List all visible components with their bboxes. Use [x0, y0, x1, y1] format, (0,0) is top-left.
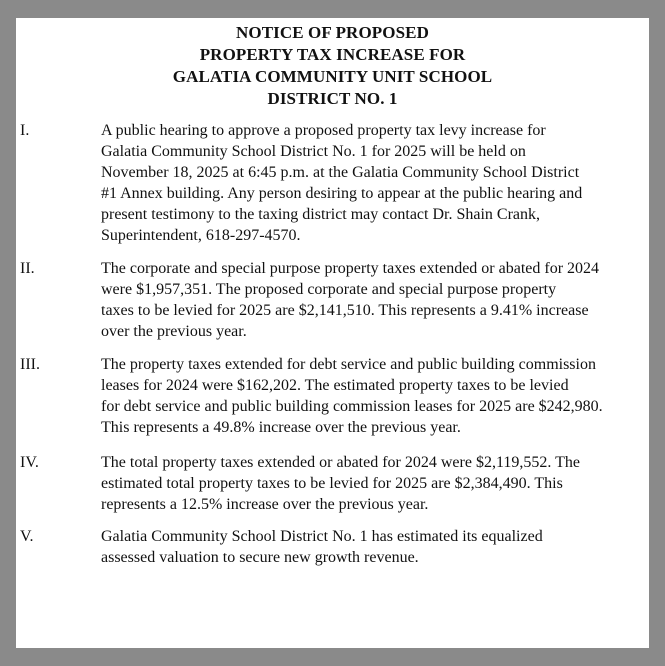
- section-numeral: V.: [20, 528, 34, 545]
- title-line: DISTRICT NO. 1: [267, 89, 398, 108]
- text-line: A public hearing to approve a proposed property tax levy increase for: [101, 122, 546, 139]
- title-line: GALATIA COMMUNITY UNIT SCHOOL: [172, 67, 493, 86]
- text-line: assessed valuation to secure new growth revenue.: [101, 549, 419, 566]
- text-line: for debt service and public building commission leases for 2025 are $242,980.: [101, 398, 603, 415]
- text-line: taxes to be levied for 2025 are $2,141,510. This represents a 9.41% increase: [101, 302, 589, 319]
- text-line: estimated total property taxes to be levied for 2025 are $2,384,490. This: [101, 475, 563, 492]
- notice-page: [16, 18, 649, 648]
- text-line: leases for 2024 were $162,202. The estimated property taxes to be levied: [101, 377, 569, 394]
- title-line: PROPERTY TAX INCREASE FOR: [199, 45, 466, 64]
- text-line: #1 Annex building. Any person desiring to appear at the public hearing and: [101, 185, 583, 202]
- text-line: present testimony to the taxing district may contact Dr. Shain Crank,: [101, 206, 541, 223]
- section-text: [101, 354, 649, 438]
- section-text: [101, 258, 649, 342]
- notice-title: [16, 22, 649, 110]
- text-line: represents a 12.5% increase over the previous year.: [101, 496, 429, 513]
- text-line: Galatia Community School District No. 1 has estimated its equalized: [101, 528, 543, 545]
- title-line: NOTICE OF PROPOSED: [236, 23, 429, 42]
- section-numeral: III.: [20, 356, 40, 373]
- section-text: [101, 120, 649, 246]
- section-numeral: II.: [20, 260, 35, 277]
- section-text: [101, 452, 649, 515]
- text-line: November 18, 2025 at 6:45 p.m. at the Galatia Community School District: [101, 164, 580, 181]
- section-numeral: I.: [20, 122, 30, 139]
- text-line: over the previous year.: [101, 323, 247, 340]
- text-line: were $1,957,351. The proposed corporate and special purpose property: [101, 281, 557, 298]
- section-numeral: IV.: [20, 454, 39, 471]
- text-line: Galatia Community School District No. 1 for 2025 will be held on: [101, 143, 526, 160]
- section-text: [101, 526, 649, 568]
- text-line: The property taxes extended for debt service and public building commission: [101, 356, 596, 373]
- text-line: The total property taxes extended or abated for 2024 were $2,119,552. The: [101, 454, 580, 471]
- text-line: Superintendent, 618-297-4570.: [101, 227, 301, 244]
- text-line: The corporate and special purpose property taxes extended or abated for 2024: [101, 260, 600, 277]
- text-line: This represents a 49.8% increase over the previous year.: [101, 419, 461, 436]
